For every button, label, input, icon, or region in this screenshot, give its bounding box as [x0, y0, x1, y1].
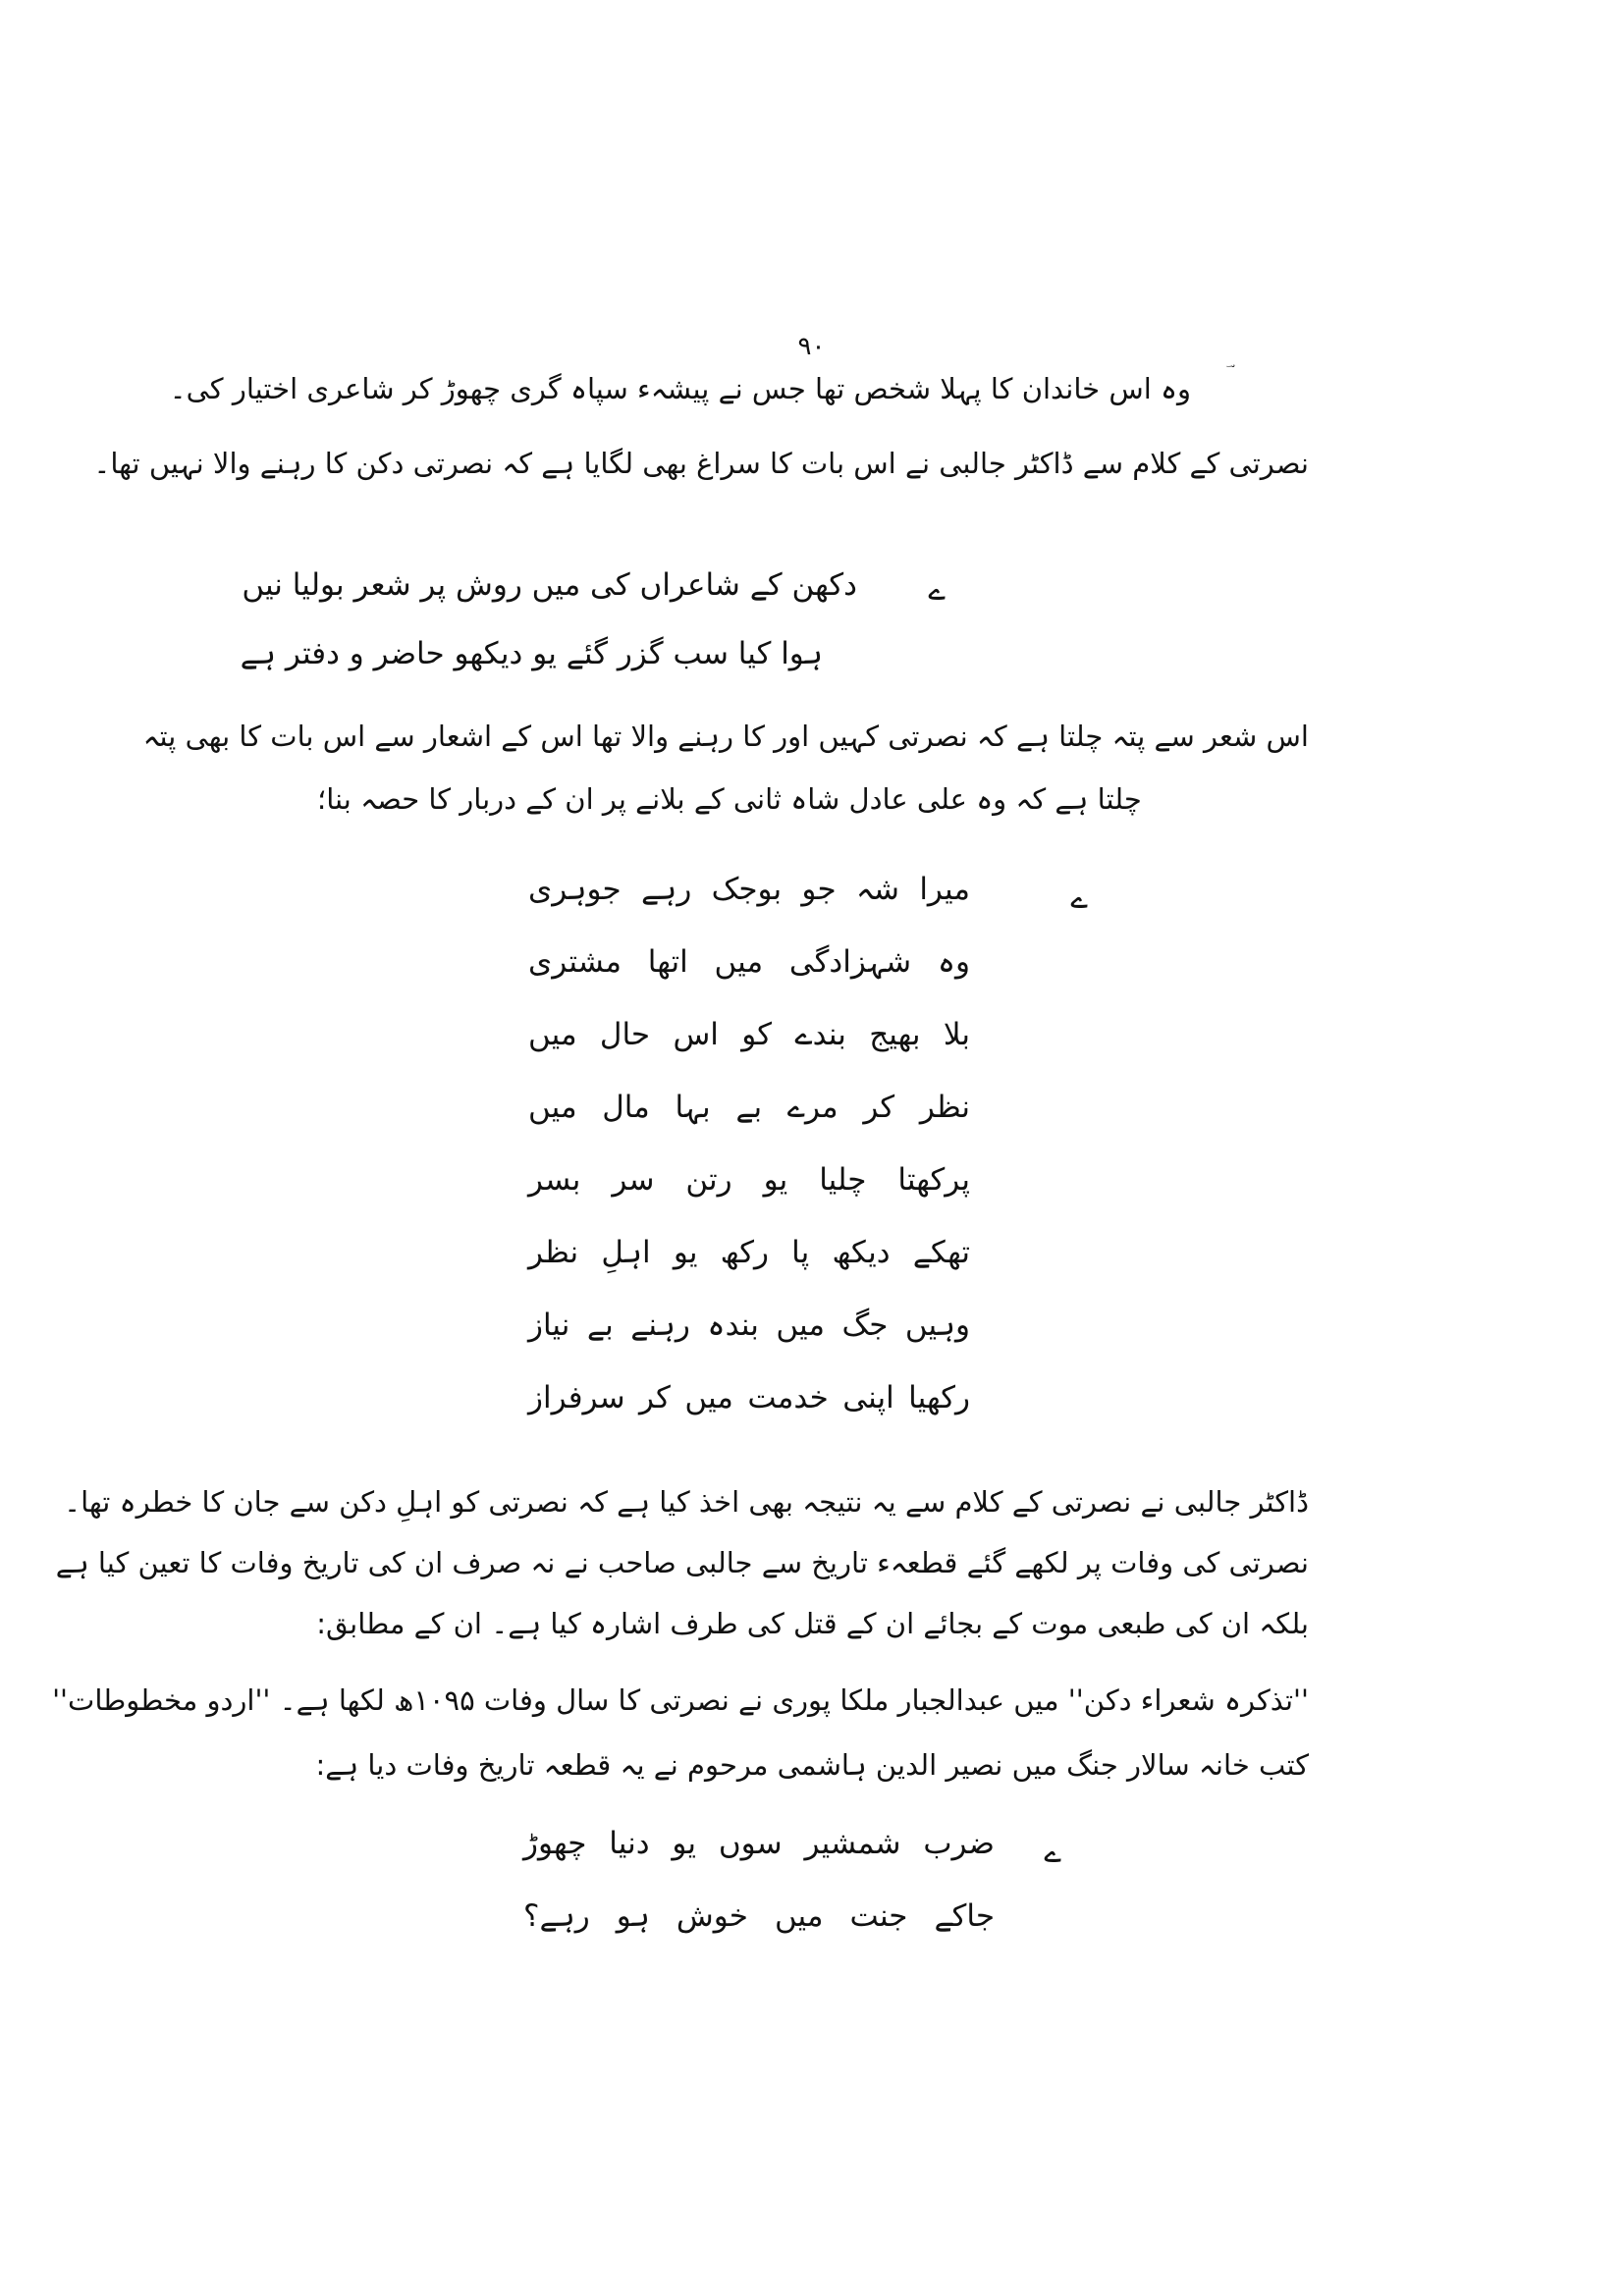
verse-line: دکھن کے شاعراں کی میں روش پر شعر بولیا نیں: [242, 567, 857, 603]
verse-line: تھکے دیکھ پا رکھ یو اہلِ نظر: [528, 1235, 970, 1270]
verse-line: ضرب شمشیر سوں یو دنیا چھوڑ: [523, 1826, 995, 1861]
verse-line: بلا بھیج بندے کو اس حال میں: [528, 1017, 970, 1052]
verse-mark-icon: ے: [928, 573, 946, 608]
verse-line: وہ شہزادگی میں اتھا مشتری: [528, 944, 970, 980]
verse-line: ہوا کیا سب گزر گئے یو دیکھو حاضر و دفتر ہے: [240, 636, 823, 671]
verse-line: وہیں جگ میں بندہ رہنے بے نیاز: [528, 1308, 970, 1343]
verse-mark-icon: ے: [1044, 1836, 1061, 1870]
paragraph-line: چلتا ہے کہ وہ علی عادل شاہ ثانی کے بلانے پر ان کے دربار کا حصہ بنا؛: [317, 782, 1142, 816]
paragraph-line: وہ اس خاندان کا پہلا شخص تھا جس نے پیشہء سپاہ گری چھوڑ کر شاعری اختیار کی۔: [169, 372, 1191, 405]
paragraph-line: نصرتی کے کلام سے ڈاکٹر جالبی نے اس بات کا سراغ بھی لگایا ہے کہ نصرتی دکن کا رہنے والا نہیں تھا۔: [93, 447, 1309, 480]
verse-line: رکھیا اپنی خدمت میں کر سرفراز: [528, 1380, 970, 1415]
paragraph-line: ڈاکٹر جالبی نے نصرتی کے کلام سے یہ نتیجہ بھی اخذ کیا ہے کہ نصرتی کو اہلِ دکن سے جان کا خطرہ تھا۔: [64, 1485, 1309, 1519]
verse-line: جاکے جنت میں خوش ہو رہے؟: [523, 1898, 995, 1934]
paragraph-line: بلکہ ان کی طبعی موت کے بجائے ان کے قتل کی طرف اشارہ کیا ہے۔ ان کے مطابق:: [316, 1607, 1309, 1640]
paragraph-line: کتب خانہ سالار جنگ میں نصیر الدین ہاشمی مرحوم نے یہ قطعہ تاریخ وفات دیا ہے:: [315, 1748, 1309, 1782]
paragraph-line: نصرتی کی وفات پر لکھے گئے قطعہء تاریخ سے جالبی صاحب نے نہ صرف ان کی تاریخ وفات کا تعین کیا ہے: [55, 1546, 1309, 1579]
paragraph-line: ''تذکرہ شعراء دکن'' میں عبدالجبار ملکا پوری نے نصرتی کا سال وفات ۱۰۹۵ھ لکھا ہے۔ ''اردو مخطوطات'': [52, 1683, 1309, 1717]
verse-line: پرکھتا چلیا یو رتن سر بسر: [528, 1162, 970, 1198]
verse-line: میرا شہ جو بوجک رہے جوہری: [528, 872, 970, 907]
verse-mark-icon: ے: [1070, 881, 1088, 916]
paragraph-line: اس شعر سے پتہ چلتا ہے کہ نصرتی کہیں اور کا رہنے والا تھا اس کے اشعار سے اس بات کا بھی پتہ: [142, 720, 1309, 753]
page-number: ۹۰: [797, 332, 826, 361]
verse-line: نظر کر مرے بے بہا مال میں: [528, 1090, 970, 1125]
